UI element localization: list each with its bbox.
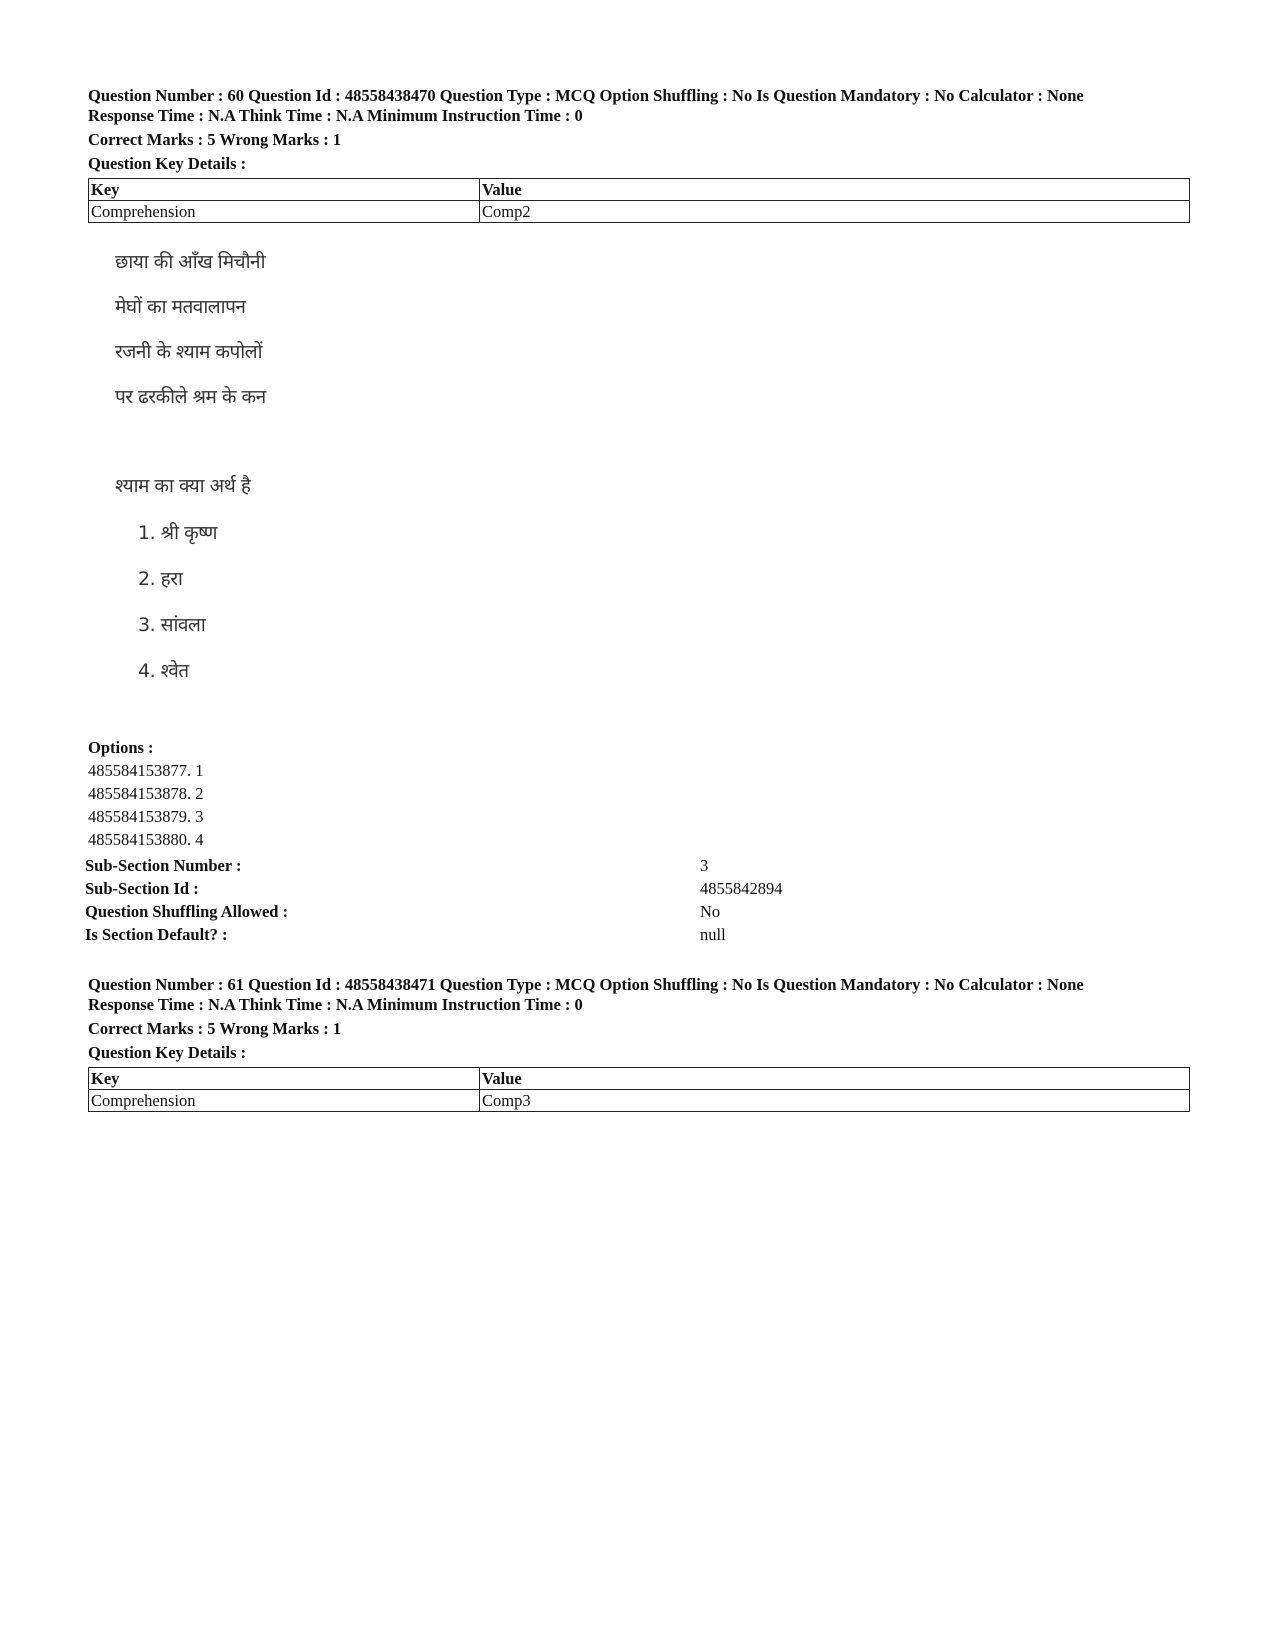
subsection-value: null: [700, 925, 726, 944]
option-item: 485584153877. 1: [88, 761, 204, 780]
key-details-table: [88, 178, 1190, 223]
question-timing-line: Response Time : N.A Think Time : N.A Minimum Instruction Time : 0: [88, 106, 583, 125]
table-header-row: [89, 179, 1190, 201]
subsection-label: Sub-Section Id :: [85, 879, 199, 898]
passage-line: पर ढरकीले श्रम के कन: [115, 386, 266, 408]
key-details-table: [88, 1067, 1190, 1112]
subsection-label: Question Shuffling Allowed :: [85, 902, 289, 921]
choice-item: 3. सांवला: [138, 614, 206, 636]
table-header-key: Key: [89, 179, 480, 201]
subsection-value: No: [700, 902, 721, 921]
option-item: 485584153878. 2: [88, 784, 204, 803]
key-details-title: Question Key Details :: [88, 154, 247, 173]
choice-item: 1. श्री कृष्ण: [138, 522, 218, 544]
question-timing-line: Response Time : N.A Think Time : N.A Minimum Instruction Time : 0: [88, 995, 583, 1014]
options-title: Options :: [88, 738, 154, 757]
choice-item: 4. श्वेत: [138, 660, 189, 682]
table-cell-key: Comprehension: [89, 201, 480, 223]
table-header-value: Value: [480, 179, 1190, 201]
table-row: [89, 1090, 1190, 1112]
subsection-value: 3: [700, 856, 709, 875]
table-cell-value: Comp2: [480, 201, 1190, 223]
option-item: 485584153879. 3: [88, 807, 204, 826]
table-row: [89, 201, 1190, 223]
question-block-60: [88, 86, 1188, 223]
passage-line: छाया की आँख मिचौनी: [115, 251, 266, 273]
question-meta-line: Question Number : 61 Question Id : 48558438471 Question Type : MCQ Option Shuffling : No Is Question Mandatory : No Calculator : None: [88, 975, 1084, 994]
subsection-label: Is Section Default? :: [85, 925, 228, 944]
table-cell-value: Comp3: [480, 1090, 1190, 1112]
question-marks: Correct Marks : 5 Wrong Marks : 1: [88, 130, 342, 149]
question-header: [88, 86, 1188, 126]
passage-line: रजनी के श्याम कपोलों: [115, 341, 263, 363]
choice-item: 2. हरा: [138, 568, 183, 590]
passage-line: मेघों का मतवालापन: [115, 296, 246, 318]
question-text: श्याम का क्या अर्थ है: [115, 475, 251, 497]
table-header-key: Key: [89, 1068, 480, 1090]
question-header: [88, 975, 1188, 1015]
table-header-row: [89, 1068, 1190, 1090]
key-details-title: Question Key Details :: [88, 1043, 247, 1062]
table-header-value: Value: [480, 1068, 1190, 1090]
question-marks: Correct Marks : 5 Wrong Marks : 1: [88, 1019, 342, 1038]
table-cell-key: Comprehension: [89, 1090, 480, 1112]
subsection-value: 4855842894: [700, 879, 783, 898]
option-item: 485584153880. 4: [88, 830, 204, 849]
subsection-label: Sub-Section Number :: [85, 856, 242, 875]
question-block-61: [88, 975, 1188, 1112]
question-meta-line: Question Number : 60 Question Id : 48558438470 Question Type : MCQ Option Shuffling : No Is Question Mandatory : No Calculator : None: [88, 86, 1084, 105]
